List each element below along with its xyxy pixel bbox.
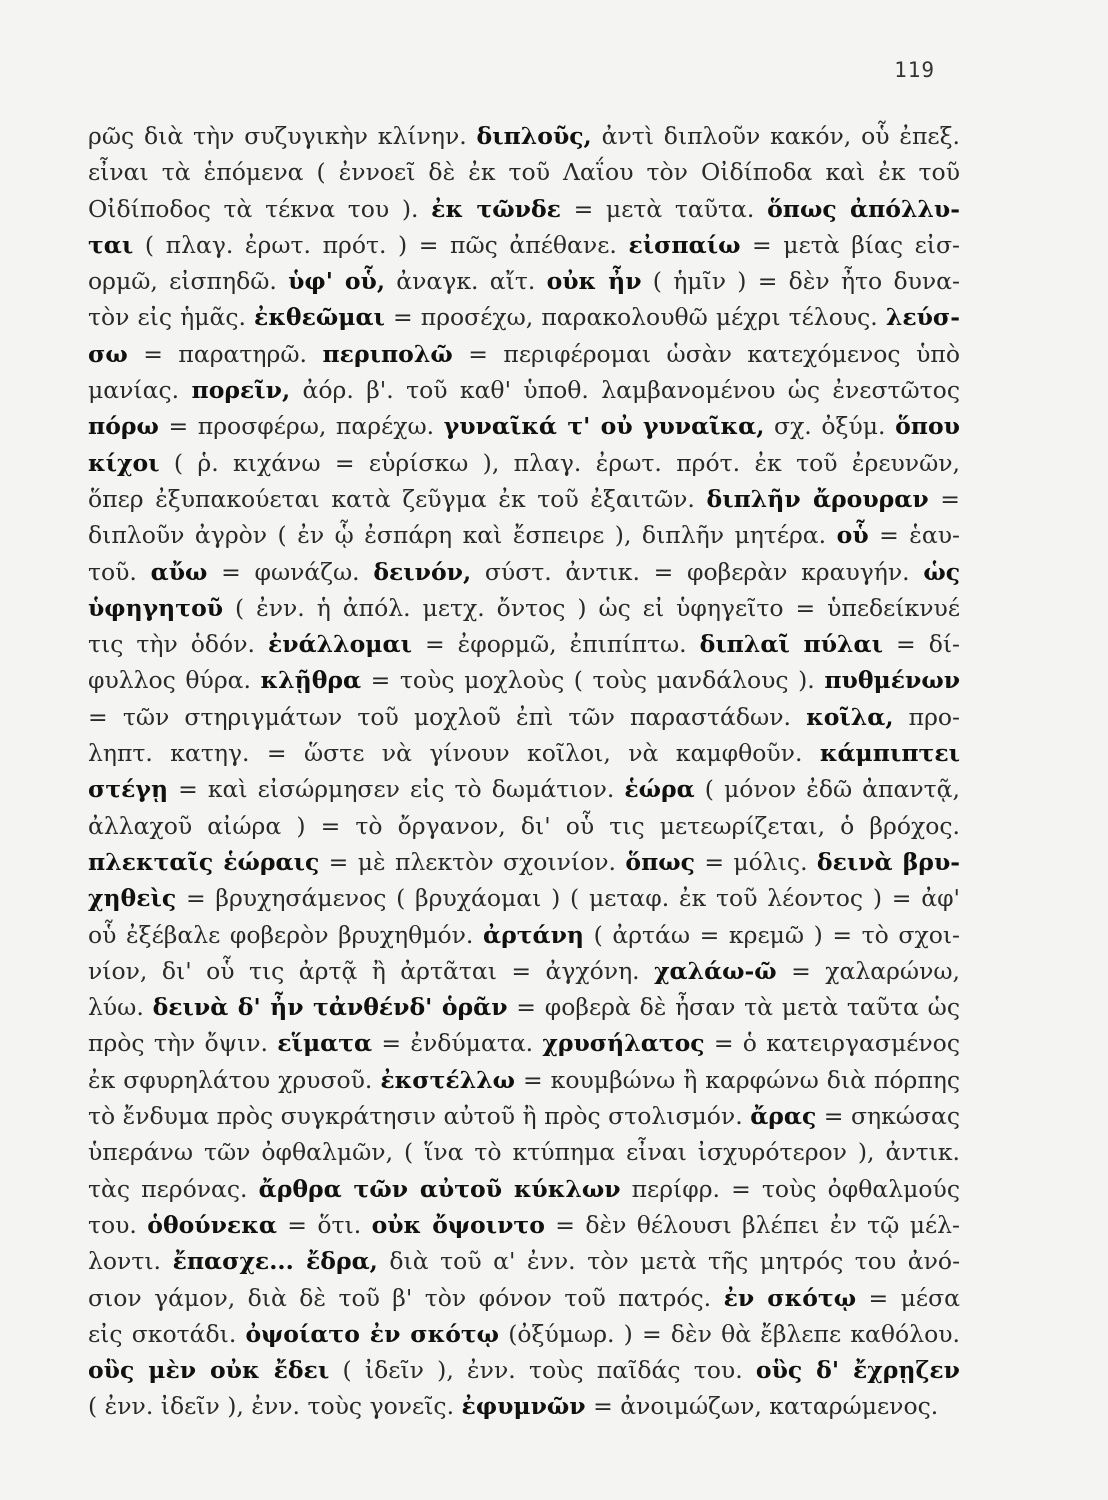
- text-line: [88, 1171, 960, 1207]
- lemma: διπλοῦς,: [476, 122, 592, 150]
- gloss: = φωνάζω.: [207, 557, 374, 586]
- gloss: = ἀνοιμώζων, καταρώμενος.: [585, 1392, 939, 1421]
- gloss: = δὲν θέλουσι βλέπει ἐν τῷ μέλ-: [544, 1210, 960, 1239]
- lemma: ἔπασχε... ἔδρα,: [172, 1247, 378, 1276]
- lemma: πυθμένων: [824, 666, 960, 695]
- gloss: σύστ. ἀντικ. = φοβερὰν κραυγήν.: [471, 557, 924, 586]
- gloss: ἐκ σφυρηλάτου χρυσοῦ.: [88, 1065, 381, 1094]
- text-line: [88, 554, 960, 590]
- lemma: ὁθούνεκα: [147, 1210, 277, 1239]
- gloss: Οἰδίποδος τὰ τέκνα του ).: [88, 194, 432, 223]
- text-line: [88, 989, 960, 1025]
- gloss: = ὁ κατειργασμένος: [704, 1029, 960, 1058]
- text-line: [88, 408, 960, 444]
- lemma: χηθεὶς: [88, 884, 177, 913]
- gloss: προ-: [893, 702, 960, 731]
- gloss: ὑπεράνω τῶν ὀφθαλμῶν, ( ἵνα τὸ κτύπημα εἶναι ἰσχυρότερον ), ἀντικ.: [88, 1138, 960, 1167]
- gloss: ἀλλαχοῦ αἰώρα ) = τὸ ὄργανον, δι' οὗ τις μετεωρίζεται, ὁ βρόχος.: [88, 811, 960, 840]
- text-line: [88, 191, 960, 227]
- lemma: πλεκταῖς ἑώραις: [88, 847, 320, 876]
- text-line: [88, 1207, 960, 1243]
- gloss: ἀντὶ διπλοῦν κακόν, οὗ ἐπεξ.: [591, 122, 960, 150]
- lemma: ὡς: [923, 557, 960, 586]
- gloss: = περιφέρομαι ὡσὰν κατεχόμενος ὑπὸ: [452, 339, 960, 368]
- lemma: γυναῖκά τ' οὐ γυναῖκα,: [443, 412, 765, 441]
- gloss: = μετὰ ταῦτα.: [560, 194, 768, 223]
- gloss: ( ἀρτάω = κρεμῶ ) = τὸ σχοι-: [584, 920, 960, 949]
- lemma: πορεῖν,: [191, 376, 291, 405]
- text-line: [88, 590, 960, 626]
- gloss: = φοβερὰ δὲ ἦσαν τὰ μετὰ ταῦτα ὡς: [507, 993, 960, 1022]
- gloss: = προσέχω, παρακολουθῶ μέχρι τέλους.: [384, 303, 886, 332]
- gloss: τὰς περόνας.: [88, 1174, 259, 1203]
- gloss: =: [928, 484, 960, 513]
- gloss: = παρατηρῶ.: [127, 339, 323, 368]
- lemma: ἄρας: [750, 1102, 817, 1131]
- text-line: [88, 1025, 960, 1061]
- gloss: σιον γάμον, διὰ δὲ τοῦ β' τὸν φόνον τοῦ πατρός.: [88, 1283, 724, 1312]
- text-line: [88, 445, 960, 481]
- text-line: [88, 1388, 960, 1424]
- gloss: = κουμβώνω ἢ καρφώνω διὰ πόρπης: [515, 1065, 960, 1094]
- lemma: εἰσπαίω: [628, 230, 741, 259]
- gloss: = χαλαρώνω,: [776, 956, 960, 985]
- gloss: = βρυχησάμενος ( βρυχάομαι ) ( μεταφ. ἐκ τοῦ λέοντος ) = ἀφ': [176, 884, 960, 913]
- gloss: νίον, δι' οὗ τις ἀρτᾷ ἢ ἀρτᾶται = ἀγχόνη.: [88, 956, 655, 985]
- text-line: [88, 953, 960, 989]
- text-line: [88, 844, 960, 880]
- lemma: χαλάω-ῶ: [654, 956, 777, 985]
- gloss: = ἐφορμῶ, ἐπιπίπτω.: [411, 630, 700, 659]
- gloss: = μὲ πλεκτὸν σχοινίον.: [319, 847, 626, 876]
- text-line: [88, 917, 960, 953]
- lemma: εἵματα: [277, 1029, 373, 1058]
- text-line: [88, 263, 960, 299]
- lemma: ἐνάλλομαι: [267, 630, 412, 659]
- lemma: οὐκ ἦν: [546, 267, 642, 296]
- gloss: = τῶν στηριγμάτων τοῦ μοχλοῦ ἐπὶ τῶν παραστάδων.: [88, 702, 807, 731]
- text-line: [88, 1134, 960, 1170]
- lemma: κίχοι: [88, 448, 160, 477]
- text-line: [88, 372, 960, 408]
- lemma: ὀψοίατο ἐν σκότῳ: [245, 1319, 500, 1348]
- gloss: = καὶ εἰσώρμησεν εἰς τὸ δωμάτιον.: [168, 775, 625, 804]
- gloss: = σηκώσας: [816, 1102, 960, 1131]
- gloss: = τοὺς μοχλοὺς ( τοὺς μανδάλους ).: [361, 666, 825, 695]
- text-line: [88, 118, 960, 154]
- lemma: λεύσ-: [885, 303, 960, 332]
- lemma: οὓς μὲν οὐκ ἔδει: [88, 1356, 330, 1385]
- lemma: ἐκθεῶμαι: [254, 303, 385, 332]
- lemma: διπλαῖ πύλαι: [699, 630, 883, 659]
- gloss: τις τὴν ὁδόν.: [88, 630, 268, 659]
- lemma: οὐκ ὄψοιντο: [371, 1210, 545, 1239]
- lemma: στέγῃ: [88, 775, 169, 804]
- gloss: = προσφέρω, παρέχω.: [158, 412, 444, 441]
- gloss: ἀναγκ. αἴτ.: [385, 267, 547, 296]
- gloss: ληπτ. κατηγ. = ὥστε νὰ γίνουν κοῖλοι, νὰ καμφθοῦν.: [88, 739, 820, 768]
- lemma: περιπολῶ: [322, 339, 453, 368]
- lemma: δεινόν,: [373, 557, 472, 586]
- text-line: [88, 154, 960, 190]
- gloss: ἀόρ. β'. τοῦ καθ' ὑποθ. λαμβανομένου ὡς ἐνεστῶτος: [290, 376, 960, 405]
- lemma: διπλῆν ἄρουραν: [706, 484, 929, 513]
- text-line: [88, 626, 960, 662]
- gloss: ( μόνον ἐδῶ ἀπαντᾷ,: [694, 775, 960, 804]
- text-line: [88, 517, 960, 553]
- text-line: [88, 699, 960, 735]
- lemma: ὅπως ἀπόλλυ-: [767, 194, 960, 223]
- lemma: ἐκστέλλω: [380, 1065, 516, 1094]
- text-line: [88, 299, 960, 335]
- gloss: τοῦ.: [88, 557, 151, 586]
- gloss: διπλοῦν ἀγρὸν ( ἐν ᾧ ἐσπάρη καὶ ἔσπειρε ), διπλῆν μητέρα.: [88, 521, 837, 550]
- gloss: μανίας.: [88, 376, 192, 405]
- text-line: [88, 1243, 960, 1279]
- gloss: = μόλις.: [694, 847, 817, 876]
- gloss: ( πλαγ. ἐρωτ. πρότ. ) = πῶς ἀπέθανε.: [133, 230, 629, 259]
- gloss: οὗ ἐξέβαλε φοβερὸν βρυχηθμόν.: [88, 920, 483, 949]
- commentary-text: [88, 118, 960, 1425]
- text-line: [88, 771, 960, 807]
- gloss: λοντι.: [88, 1247, 173, 1276]
- gloss: = μέσα: [856, 1283, 960, 1312]
- lemma: πόρω: [88, 412, 159, 441]
- text-line: [88, 1352, 960, 1388]
- gloss: διὰ τοῦ α' ἐνν. τὸν μετὰ τῆς μητρός του ἀνό-: [377, 1247, 960, 1276]
- text-line: [88, 1062, 960, 1098]
- gloss: = δί-: [882, 630, 960, 659]
- text-line: [88, 227, 960, 263]
- text-line: [88, 1098, 960, 1134]
- gloss: ( ἐνν. ἰδεῖν ), ἐνν. τοὺς γονεῖς.: [88, 1392, 462, 1421]
- lemma: ἐφυμνῶν: [461, 1392, 586, 1421]
- gloss: ( ῥ. κιχάνω = εὑρίσκω ), πλαγ. ἐρωτ. πρότ. ἐκ τοῦ ἐρευνῶν,: [159, 448, 960, 477]
- lemma: κοῖλα,: [806, 702, 894, 731]
- lemma: δεινὰ δ' ἦν τἀνθένδ' ὁρᾶν: [152, 993, 508, 1022]
- gloss: = ἐνδύματα.: [372, 1029, 543, 1058]
- gloss: του.: [88, 1210, 148, 1239]
- gloss: ορμῶ, εἰσπηδῶ.: [88, 267, 289, 296]
- lemma: ἐκ τῶνδε: [431, 194, 561, 223]
- page-number: 119: [894, 58, 935, 82]
- gloss: = ὅτι.: [276, 1210, 372, 1239]
- text-line: [88, 481, 960, 517]
- gloss: περίφρ. = τοὺς ὀφθαλμούς: [620, 1174, 960, 1203]
- lemma: ὅπου: [895, 412, 960, 441]
- gloss: = ἑαυ-: [868, 521, 960, 550]
- text-line: [88, 880, 960, 916]
- lemma: οὗ: [836, 521, 869, 550]
- lemma: δεινὰ βρυ-: [816, 847, 960, 876]
- lemma: σω: [88, 339, 128, 368]
- gloss: πρὸς τὴν ὄψιν.: [88, 1029, 278, 1058]
- lemma: χρυσήλατος: [542, 1029, 705, 1058]
- gloss: σχ. ὀξύμ.: [764, 412, 896, 441]
- gloss: = μετὰ βίας εἰσ-: [740, 230, 960, 259]
- gloss: τὸν εἰς ἡμᾶς.: [88, 303, 255, 332]
- gloss: ( ἐνν. ἡ ἀπόλ. μετχ. ὄντος ) ὡς εἰ ὑφηγεῖτο = ὑπεδείκνυέ: [223, 593, 960, 622]
- gloss: τὸ ἔνδυμα πρὸς συγκράτησιν αὐτοῦ ἢ πρὸς στολισμόν.: [88, 1102, 751, 1131]
- gloss: ( ἡμῖν ) = δὲν ἦτο δυνα-: [641, 267, 960, 296]
- gloss: ὅπερ ἐξυπακούεται κατὰ ζεῦγμα ἐκ τοῦ ἐξαιτῶν.: [88, 484, 707, 513]
- text-line: [88, 808, 960, 844]
- gloss: εἶναι τὰ ἑπόμενα ( ἐννοεῖ δὲ ἐκ τοῦ Λαΐου τὸν Οἰδίποδα καὶ ἐκ τοῦ: [88, 158, 960, 187]
- gloss: φυλλος θύρα.: [88, 666, 261, 695]
- lemma: οὓς δ' ἔχρῃζεν: [755, 1356, 960, 1385]
- lemma: ἀρτάνη: [483, 920, 584, 949]
- text-line: [88, 1316, 960, 1352]
- lemma: ὑφ' οὗ,: [288, 267, 386, 296]
- lemma: αὔω: [150, 557, 208, 586]
- text-line: [88, 662, 960, 698]
- gloss: λύω.: [88, 993, 153, 1022]
- gloss: ρῶς διὰ τὴν συζυγικὴν κλίνην.: [88, 122, 477, 150]
- gloss: (ὀξύμωρ. ) = δὲν θὰ ἔβλεπε καθόλου.: [499, 1319, 960, 1348]
- lemma: κάμπιπτει: [819, 739, 960, 768]
- text-line: [88, 735, 960, 771]
- lemma: ἄρθρα τῶν αὐτοῦ κύκλων: [258, 1174, 621, 1203]
- lemma: ἐν σκότῳ: [723, 1283, 857, 1312]
- gloss: εἰς σκοτάδι.: [88, 1319, 246, 1348]
- lemma: ται: [88, 230, 134, 259]
- text-line: [88, 336, 960, 372]
- lemma: ἑώρα: [624, 775, 695, 804]
- lemma: κλῇθρα: [260, 666, 362, 695]
- text-line: [88, 1280, 960, 1316]
- lemma: ὅπως: [625, 847, 695, 876]
- gloss: ( ἰδεῖν ), ἐνν. τοὺς παῖδάς του.: [329, 1356, 756, 1385]
- lemma: ὑφηγητοῦ: [88, 593, 224, 622]
